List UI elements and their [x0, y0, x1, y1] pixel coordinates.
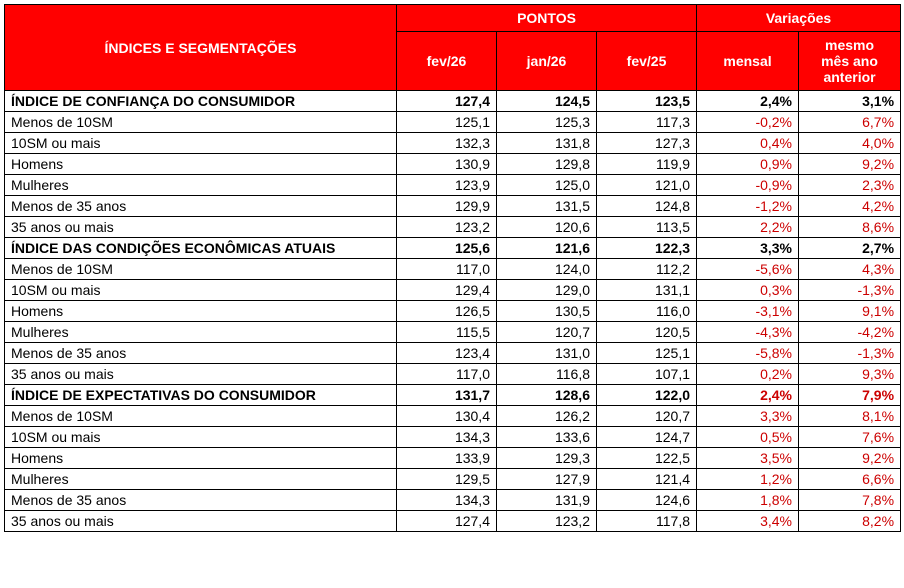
variation-yoy: 8,6% — [799, 217, 901, 238]
segment-row — [5, 511, 901, 532]
value-fev25: 120,5 — [597, 322, 697, 343]
row-label: Homens — [5, 301, 397, 322]
value-jan26: 120,7 — [497, 322, 597, 343]
points-group-header: PONTOS — [397, 5, 697, 32]
segment-row — [5, 469, 901, 490]
value-fev25: 121,0 — [597, 175, 697, 196]
value-fev26: 134,3 — [397, 427, 497, 448]
value-fev25: 119,9 — [597, 154, 697, 175]
value-jan26: 126,2 — [497, 406, 597, 427]
value-fev26: 129,4 — [397, 280, 497, 301]
value-jan26: 131,9 — [497, 490, 597, 511]
segment-row — [5, 322, 901, 343]
consumer-confidence-table — [4, 4, 901, 532]
variation-yoy: 8,2% — [799, 511, 901, 532]
index-row — [5, 385, 901, 406]
variation-mensal: 2,2% — [697, 217, 799, 238]
variation-mensal: 3,3% — [697, 238, 799, 259]
column-header-jan26: jan/26 — [497, 32, 597, 91]
row-label: 10SM ou mais — [5, 427, 397, 448]
value-fev26: 123,4 — [397, 343, 497, 364]
segment-row — [5, 301, 901, 322]
variation-mensal: -0,2% — [697, 112, 799, 133]
row-label: ÍNDICE DE EXPECTATIVAS DO CONSUMIDOR — [5, 385, 397, 406]
segment-row — [5, 364, 901, 385]
row-label: ÍNDICE DAS CONDIÇÕES ECONÔMICAS ATUAIS — [5, 238, 397, 259]
variation-mensal: 0,9% — [697, 154, 799, 175]
row-label: Menos de 10SM — [5, 406, 397, 427]
value-jan26: 131,8 — [497, 133, 597, 154]
row-label: Homens — [5, 154, 397, 175]
segment-row — [5, 343, 901, 364]
value-fev25: 120,7 — [597, 406, 697, 427]
segment-row — [5, 112, 901, 133]
row-label: 35 anos ou mais — [5, 511, 397, 532]
variation-yoy: 9,2% — [799, 154, 901, 175]
segment-column-header: ÍNDICES E SEGMENTAÇÕES — [5, 5, 397, 91]
value-fev25: 127,3 — [597, 133, 697, 154]
value-fev25: 122,5 — [597, 448, 697, 469]
yoy-header-line2: mês ano — [821, 53, 878, 69]
value-jan26: 127,9 — [497, 469, 597, 490]
value-jan26: 131,5 — [497, 196, 597, 217]
value-fev26: 127,4 — [397, 91, 497, 112]
value-jan26: 120,6 — [497, 217, 597, 238]
variation-mensal: 1,8% — [697, 490, 799, 511]
variation-yoy: 8,1% — [799, 406, 901, 427]
value-fev26: 125,6 — [397, 238, 497, 259]
value-jan26: 131,0 — [497, 343, 597, 364]
value-fev26: 125,1 — [397, 112, 497, 133]
value-fev26: 123,9 — [397, 175, 497, 196]
value-jan26: 125,3 — [497, 112, 597, 133]
value-fev26: 133,9 — [397, 448, 497, 469]
column-header-mensal: mensal — [697, 32, 799, 91]
variation-yoy: 9,2% — [799, 448, 901, 469]
segment-row — [5, 448, 901, 469]
segment-row — [5, 490, 901, 511]
variation-yoy: -4,2% — [799, 322, 901, 343]
variation-mensal: 1,2% — [697, 469, 799, 490]
column-header-yoy — [799, 32, 901, 91]
variation-mensal: -4,3% — [697, 322, 799, 343]
segment-row — [5, 280, 901, 301]
value-fev26: 129,9 — [397, 196, 497, 217]
variation-mensal: 0,3% — [697, 280, 799, 301]
variation-yoy: 6,6% — [799, 469, 901, 490]
value-jan26: 133,6 — [497, 427, 597, 448]
variation-mensal: -1,2% — [697, 196, 799, 217]
variation-yoy: 9,3% — [799, 364, 901, 385]
segment-row — [5, 196, 901, 217]
yoy-header-line1: mesmo — [825, 37, 875, 53]
value-fev26: 134,3 — [397, 490, 497, 511]
variation-mensal: 2,4% — [697, 385, 799, 406]
variation-yoy: 7,9% — [799, 385, 901, 406]
segment-row — [5, 217, 901, 238]
index-row — [5, 91, 901, 112]
variation-yoy: -1,3% — [799, 280, 901, 301]
yoy-header-line3: anterior — [823, 69, 876, 85]
variation-yoy: 4,0% — [799, 133, 901, 154]
value-fev26: 127,4 — [397, 511, 497, 532]
variation-mensal: 0,5% — [697, 427, 799, 448]
variation-yoy: 9,1% — [799, 301, 901, 322]
variation-yoy: 2,3% — [799, 175, 901, 196]
value-jan26: 125,0 — [497, 175, 597, 196]
value-jan26: 128,6 — [497, 385, 597, 406]
variation-mensal: 0,2% — [697, 364, 799, 385]
index-row — [5, 238, 901, 259]
variation-yoy: 4,3% — [799, 259, 901, 280]
table-body — [5, 91, 901, 532]
value-jan26: 124,0 — [497, 259, 597, 280]
variation-mensal: 3,5% — [697, 448, 799, 469]
variation-yoy: 7,8% — [799, 490, 901, 511]
value-fev25: 122,0 — [597, 385, 697, 406]
segment-row — [5, 259, 901, 280]
row-label: Mulheres — [5, 322, 397, 343]
value-fev26: 130,9 — [397, 154, 497, 175]
value-fev26: 117,0 — [397, 364, 497, 385]
value-fev25: 125,1 — [597, 343, 697, 364]
value-fev26: 123,2 — [397, 217, 497, 238]
value-fev26: 126,5 — [397, 301, 497, 322]
value-fev25: 113,5 — [597, 217, 697, 238]
variation-yoy: 2,7% — [799, 238, 901, 259]
value-fev25: 124,7 — [597, 427, 697, 448]
value-fev26: 117,0 — [397, 259, 497, 280]
variation-mensal: -0,9% — [697, 175, 799, 196]
value-fev26: 129,5 — [397, 469, 497, 490]
value-fev25: 124,8 — [597, 196, 697, 217]
row-label: Mulheres — [5, 175, 397, 196]
variation-mensal: 3,3% — [697, 406, 799, 427]
row-label: Menos de 35 anos — [5, 196, 397, 217]
segment-row — [5, 427, 901, 448]
value-fev25: 122,3 — [597, 238, 697, 259]
value-jan26: 124,5 — [497, 91, 597, 112]
variations-group-header: Variações — [697, 5, 901, 32]
variation-mensal: 2,4% — [697, 91, 799, 112]
variation-yoy: 4,2% — [799, 196, 901, 217]
value-fev26: 132,3 — [397, 133, 497, 154]
column-header-fev25: fev/25 — [597, 32, 697, 91]
value-fev25: 131,1 — [597, 280, 697, 301]
segment-row — [5, 133, 901, 154]
variation-yoy: 7,6% — [799, 427, 901, 448]
value-fev25: 107,1 — [597, 364, 697, 385]
column-header-fev26: fev/26 — [397, 32, 497, 91]
variation-mensal: 0,4% — [697, 133, 799, 154]
variation-mensal: 3,4% — [697, 511, 799, 532]
value-jan26: 121,6 — [497, 238, 597, 259]
row-label: Menos de 10SM — [5, 112, 397, 133]
row-label: Menos de 10SM — [5, 259, 397, 280]
segment-row — [5, 406, 901, 427]
value-fev26: 115,5 — [397, 322, 497, 343]
row-label: Homens — [5, 448, 397, 469]
value-fev26: 131,7 — [397, 385, 497, 406]
value-fev25: 117,3 — [597, 112, 697, 133]
value-fev25: 116,0 — [597, 301, 697, 322]
row-label: 10SM ou mais — [5, 280, 397, 301]
row-label: Menos de 35 anos — [5, 490, 397, 511]
variation-mensal: -3,1% — [697, 301, 799, 322]
row-label: 35 anos ou mais — [5, 364, 397, 385]
value-jan26: 129,3 — [497, 448, 597, 469]
value-fev25: 121,4 — [597, 469, 697, 490]
value-jan26: 130,5 — [497, 301, 597, 322]
row-label: ÍNDICE DE CONFIANÇA DO CONSUMIDOR — [5, 91, 397, 112]
value-jan26: 129,8 — [497, 154, 597, 175]
row-label: Mulheres — [5, 469, 397, 490]
row-label: Menos de 35 anos — [5, 343, 397, 364]
segment-row — [5, 154, 901, 175]
variation-mensal: -5,8% — [697, 343, 799, 364]
value-fev25: 123,5 — [597, 91, 697, 112]
segment-row — [5, 175, 901, 196]
value-fev25: 112,2 — [597, 259, 697, 280]
value-fev26: 130,4 — [397, 406, 497, 427]
variation-mensal: -5,6% — [697, 259, 799, 280]
variation-yoy: -1,3% — [799, 343, 901, 364]
value-jan26: 123,2 — [497, 511, 597, 532]
value-fev25: 117,8 — [597, 511, 697, 532]
value-fev25: 124,6 — [597, 490, 697, 511]
row-label: 10SM ou mais — [5, 133, 397, 154]
variation-yoy: 6,7% — [799, 112, 901, 133]
row-label: 35 anos ou mais — [5, 217, 397, 238]
variation-yoy: 3,1% — [799, 91, 901, 112]
value-jan26: 129,0 — [497, 280, 597, 301]
value-jan26: 116,8 — [497, 364, 597, 385]
